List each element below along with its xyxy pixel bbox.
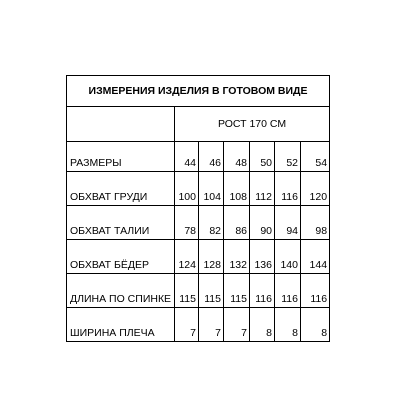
row-label: ШИРИНА ПЛЕЧА: [67, 308, 175, 342]
value-cell: 8: [275, 308, 301, 342]
value-cell: 82: [199, 206, 224, 240]
sizes-row: [67, 142, 330, 172]
title-row: [67, 76, 330, 107]
value-cell: 8: [301, 308, 330, 342]
value-cell: 144: [301, 240, 330, 274]
value-cell: 46: [199, 142, 224, 172]
value-cell: 54: [301, 142, 330, 172]
row-label: ОБХВАТ ГРУДИ: [67, 172, 175, 206]
value-cell: 52: [275, 142, 301, 172]
value-cell: 7: [199, 308, 224, 342]
value-cell: 86: [224, 206, 250, 240]
value-cell: 112: [250, 172, 275, 206]
height-label: РОСТ 170 СМ: [175, 107, 330, 142]
row-label: ОБХВАТ БЁДЕР: [67, 240, 175, 274]
table-title: ИЗМЕРЕНИЯ ИЗДЕЛИЯ В ГОТОВОМ ВИДЕ: [67, 76, 330, 107]
value-cell: 136: [250, 240, 275, 274]
hips-row: [67, 240, 330, 274]
value-cell: 100: [175, 172, 199, 206]
value-cell: 104: [199, 172, 224, 206]
value-cell: 98: [301, 206, 330, 240]
row-label: РАЗМЕРЫ: [67, 142, 175, 172]
height-row: [67, 107, 330, 142]
shoulder-width-row: [67, 308, 330, 342]
back-length-row: [67, 274, 330, 308]
measurements-table-body: [67, 76, 330, 142]
value-cell: 116: [275, 172, 301, 206]
value-cell: 124: [175, 240, 199, 274]
value-cell: 132: [224, 240, 250, 274]
value-cell: 140: [275, 240, 301, 274]
row-label: ДЛИНА ПО СПИНКЕ: [67, 274, 175, 308]
value-cell: 115: [175, 274, 199, 308]
value-cell: 115: [199, 274, 224, 308]
value-cell: 7: [175, 308, 199, 342]
value-cell: 116: [275, 274, 301, 308]
value-cell: 120: [301, 172, 330, 206]
measurement-rows: [67, 142, 330, 342]
value-cell: 116: [301, 274, 330, 308]
measurements-table: [66, 75, 330, 342]
value-cell: 78: [175, 206, 199, 240]
value-cell: 108: [224, 172, 250, 206]
chest-row: [67, 172, 330, 206]
value-cell: 90: [250, 206, 275, 240]
value-cell: 48: [224, 142, 250, 172]
row-label: ОБХВАТ ТАЛИИ: [67, 206, 175, 240]
value-cell: 94: [275, 206, 301, 240]
value-cell: 7: [224, 308, 250, 342]
value-cell: 115: [224, 274, 250, 308]
value-cell: 44: [175, 142, 199, 172]
value-cell: 128: [199, 240, 224, 274]
value-cell: 50: [250, 142, 275, 172]
waist-row: [67, 206, 330, 240]
value-cell: 116: [250, 274, 275, 308]
header-blank-cell: [67, 107, 175, 142]
value-cell: 8: [250, 308, 275, 342]
